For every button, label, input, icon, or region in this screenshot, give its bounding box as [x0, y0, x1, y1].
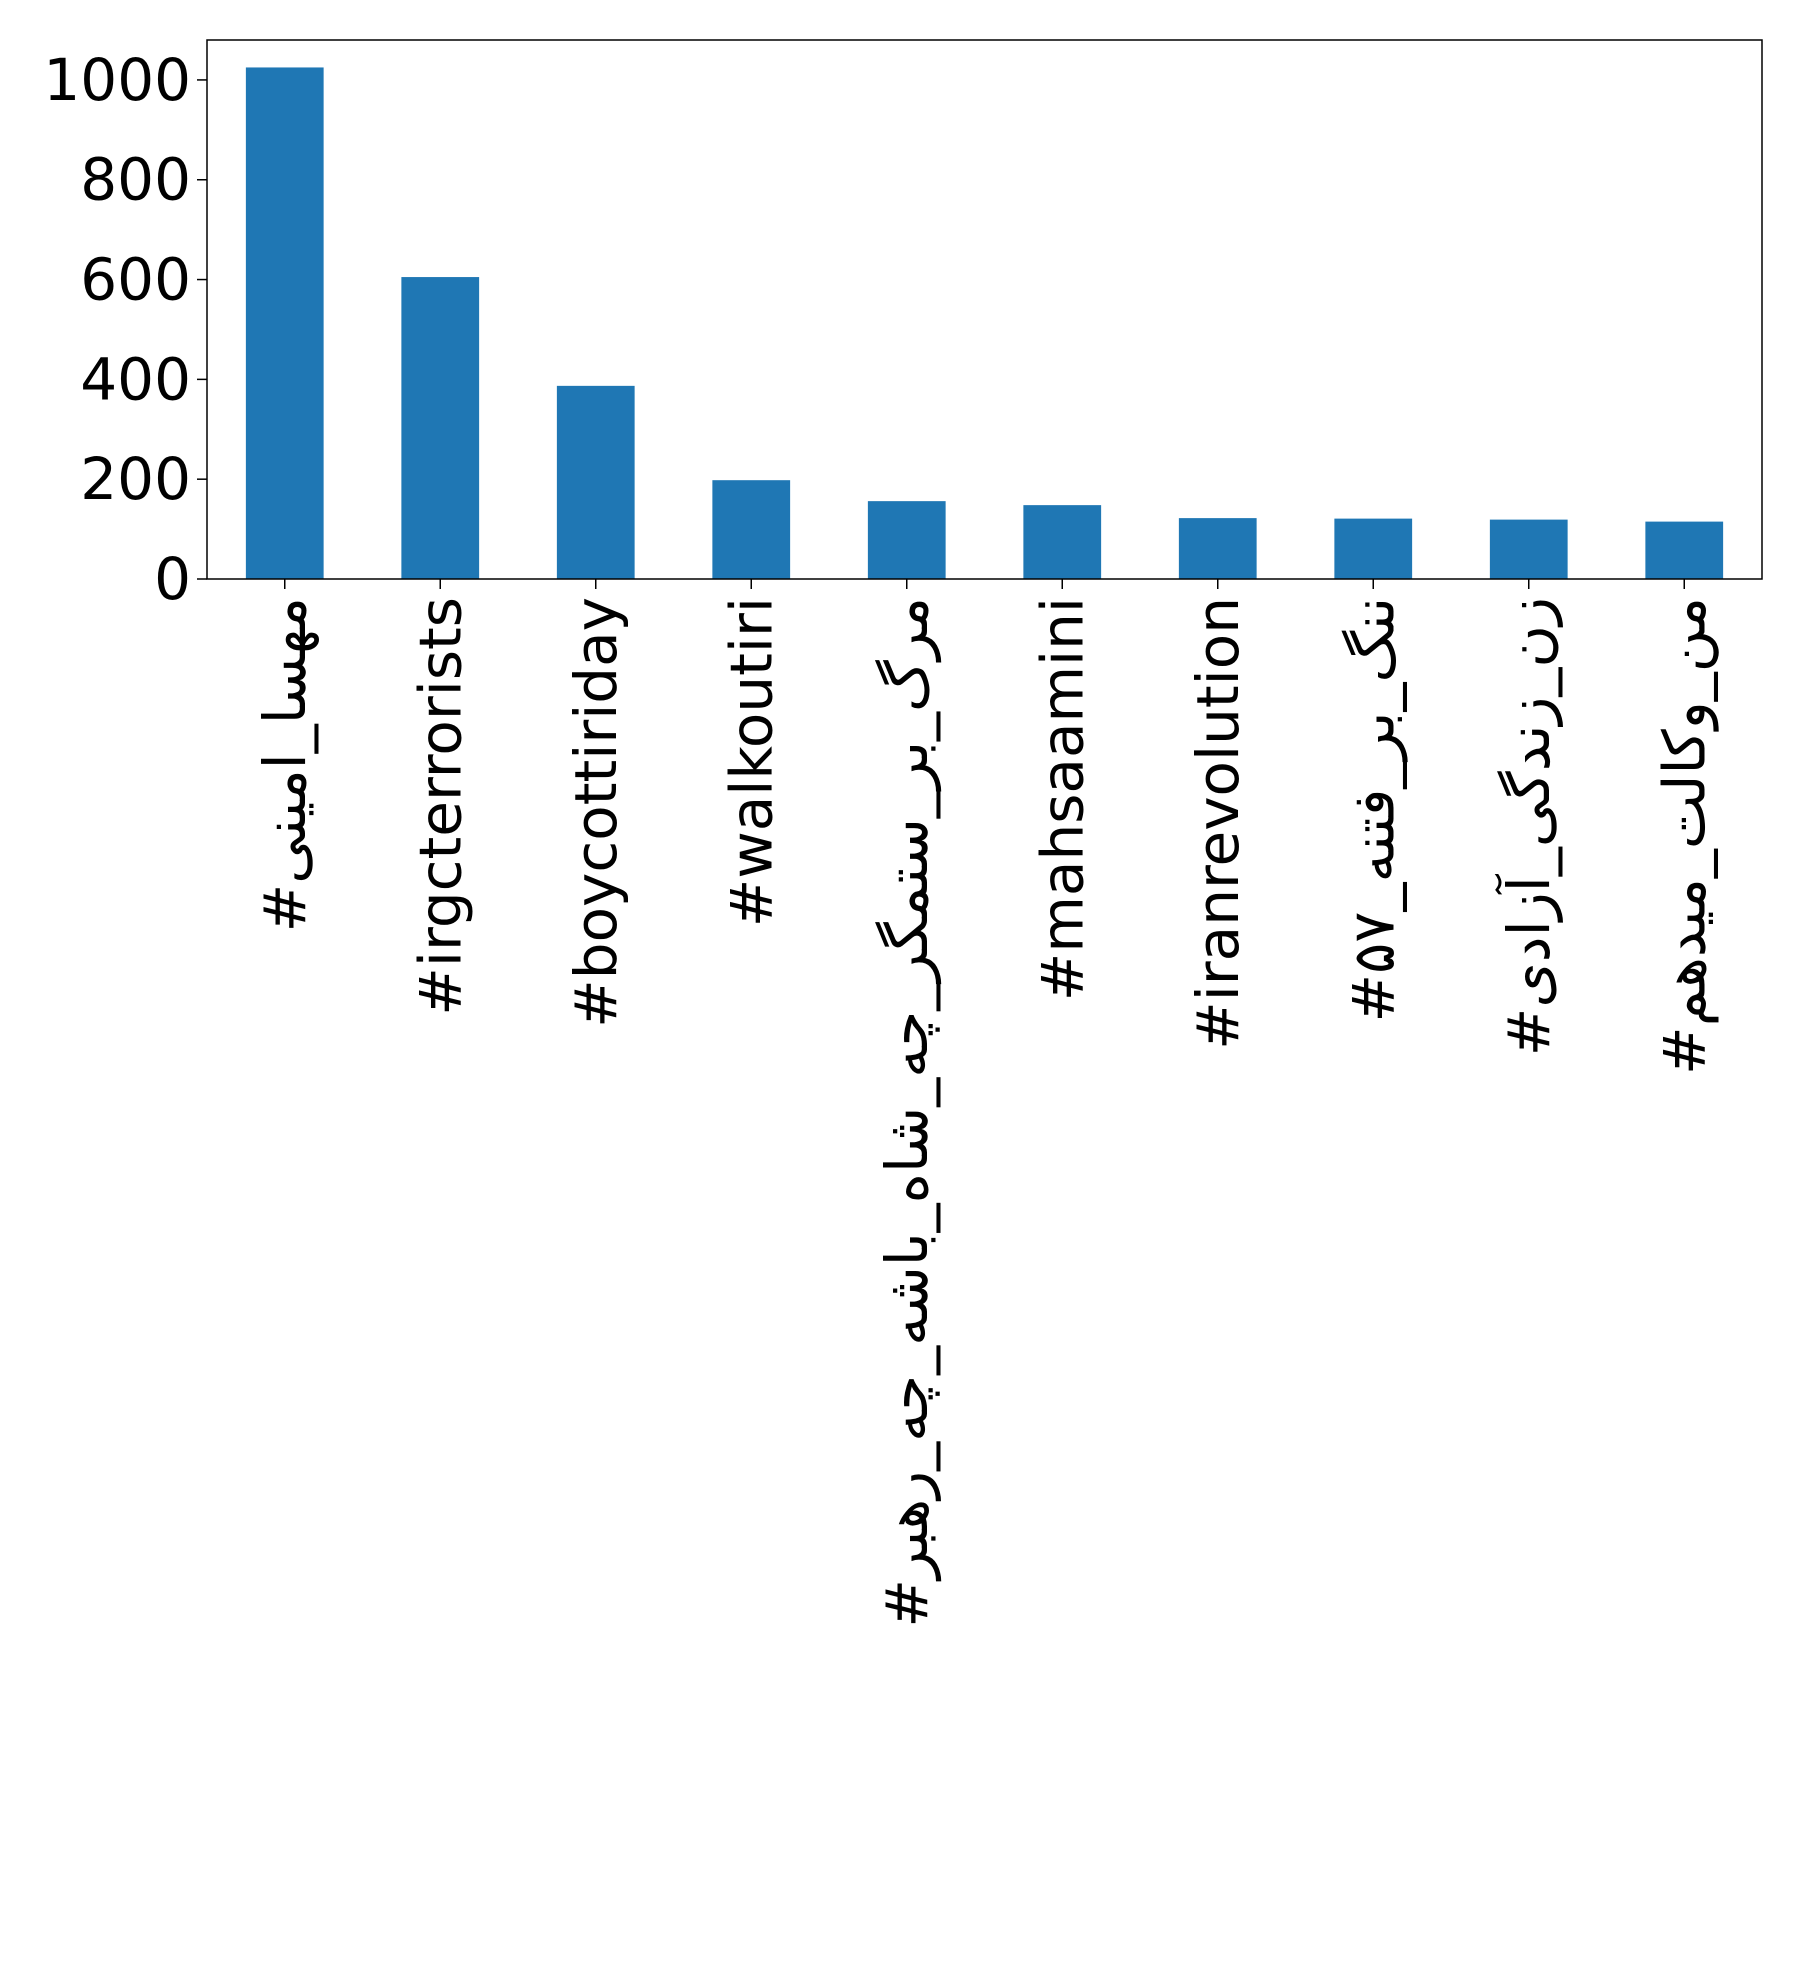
y-tick-label-4: 800	[80, 145, 191, 214]
bar-9	[1645, 522, 1723, 579]
bar-5	[1023, 505, 1101, 579]
x-tick-label-3: #walkoutiri	[717, 597, 786, 928]
bar-1	[401, 277, 479, 579]
x-tick-label-8: #زن_زندگی_آزادی	[1494, 597, 1563, 1057]
x-tick-label-1: #irgcterrorists	[406, 597, 475, 1016]
x-tick-label-4: #مرگ_بر_ستمگر_چه_شاه_باشه_چه_رهبر	[872, 597, 941, 1628]
y-tick-label-0: 0	[154, 545, 191, 613]
x-tick-label-7: #ننگ_بر_فتنه_۵۷	[1339, 597, 1408, 1023]
x-tick-label-6: #iranrevolution	[1183, 597, 1252, 1050]
bar-2	[557, 386, 635, 579]
bar-0	[246, 67, 324, 579]
x-axis-ticks	[251, 579, 1720, 1628]
y-tick-label-1: 200	[80, 445, 191, 514]
x-tick-label-0: #مهسا_امینی	[250, 597, 319, 933]
y-axis-ticks	[43, 46, 207, 613]
bar-4	[868, 501, 946, 579]
y-tick-label-2: 400	[80, 345, 191, 414]
y-tick-label-5: 1000	[43, 45, 191, 114]
bar-8	[1490, 520, 1568, 579]
bar-3	[712, 480, 790, 579]
bar-7	[1334, 519, 1412, 579]
x-tick-label-5: #mahsaamini	[1028, 597, 1097, 1002]
bar-6	[1179, 518, 1257, 579]
x-tick-label-2: #boycottiriday	[561, 597, 630, 1028]
y-tick-label-3: 600	[80, 245, 191, 314]
bars-group	[246, 67, 1723, 579]
x-tick-label-9: #من_وکالت_میدهم	[1650, 597, 1719, 1075]
